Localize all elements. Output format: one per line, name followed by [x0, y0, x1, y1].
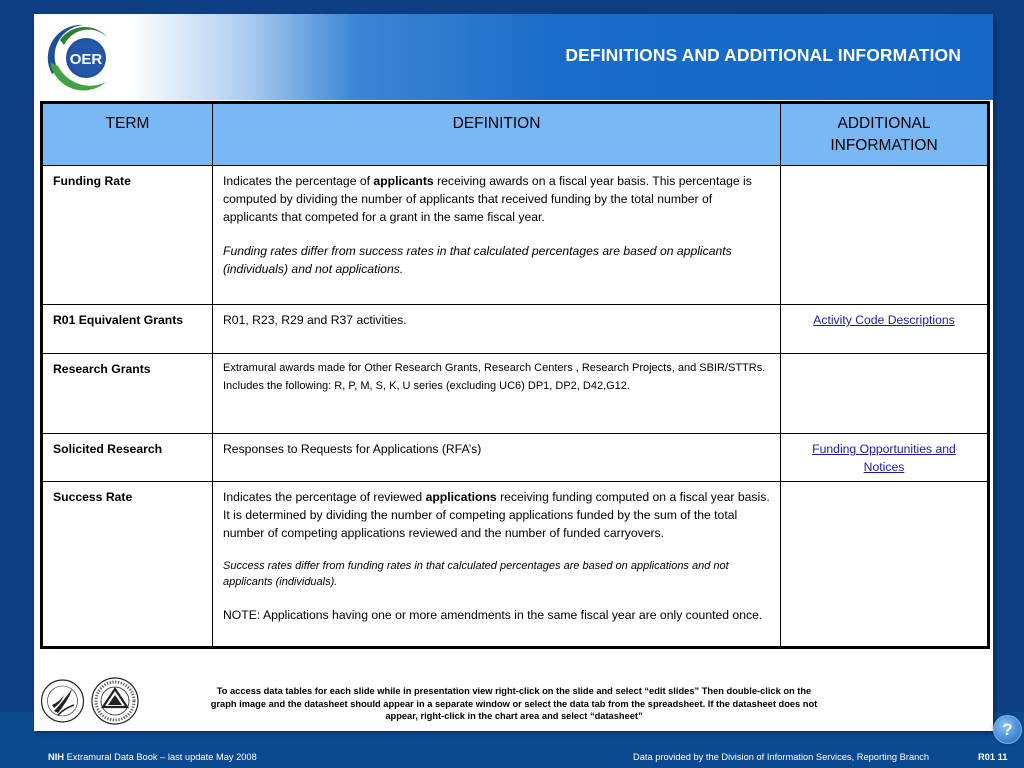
definition-emphasis: applications — [425, 490, 497, 504]
funding-opportunities-link[interactable]: Funding Opportunities and Notices — [812, 442, 956, 474]
oer-logo — [40, 18, 120, 98]
slide-header — [34, 14, 993, 100]
definitions-table — [40, 101, 990, 649]
table-header-row — [42, 103, 989, 166]
info-cell — [781, 305, 989, 354]
definition-footnote: NOTE: Applications having one or more amendments in the same fiscal year are only counted once. — [223, 608, 763, 622]
definition-text — [223, 172, 770, 226]
definition-note: Funding rates differ from success rates in that calculated percentages are based on applicants (individuals) and not applications. — [223, 244, 732, 276]
definition-text-part: Indicates the percentage of reviewed — [223, 490, 426, 504]
definition-text: Includes the following: R, P, M, S, K, U series (excluding UC6) DP1, DP2, D42,G12. — [223, 380, 630, 392]
definition-text-part: receiving funding computed on a fiscal year basis. It is determined by dividing the number of competing applications funded by the sum of the total number of competing applications reviewed and the number of funded carryovers. — [223, 490, 770, 540]
footnote: To access data tables for each slide while in presentation view right-click on the slide and select “edit slides” Then double-click on the graph image and the datasheet should appear in a separate window or select the data tab from the spreadsheet. If the datasheet does not appear, right-click in the chart area and select “datasheet” — [210, 686, 818, 721]
term-cell: Research Grants — [42, 354, 213, 434]
definition-note: Success rates differ from funding rates in that calculated percentages are based on applications and not applicants (individuals). — [223, 560, 729, 588]
info-cell — [781, 482, 989, 648]
footer-nih-label: NIH — [48, 752, 65, 762]
info-cell — [781, 166, 989, 305]
hhs-seal-icon — [40, 677, 85, 725]
activity-code-descriptions-link[interactable]: Activity Code Descriptions — [813, 313, 955, 327]
table-row — [42, 354, 989, 434]
table-row — [42, 482, 989, 648]
column-header-additional-information: ADDITIONAL INFORMATION — [781, 103, 989, 166]
definition-cell — [213, 354, 781, 434]
definition-cell: R01, R23, R29 and R37 activities. — [213, 305, 781, 354]
logo-text: OER — [69, 51, 103, 68]
info-cell — [781, 434, 989, 482]
column-header-definition: DEFINITION — [213, 103, 781, 166]
definition-cell — [213, 166, 781, 305]
question-icon: ? — [1002, 720, 1013, 739]
definition-text-part: receiving awards on a fiscal year basis. This percentage is computed by dividing the number of applicants that received funding by the total number of applicants that competed for a grant in the same fiscal year. — [223, 174, 752, 224]
definition-text-part: Indicates the percentage of — [223, 174, 374, 188]
footer-slide-number: R01 11 — [978, 752, 1008, 762]
table-row — [42, 305, 989, 354]
info-cell — [781, 354, 989, 434]
term-cell: Success Rate — [42, 482, 213, 648]
footer-update-text: Extramural Data Book – last update May 2008 — [64, 752, 257, 762]
definition-cell — [213, 482, 781, 648]
slide — [34, 14, 1013, 739]
term-cell: R01 Equivalent Grants — [42, 305, 213, 354]
footer-left — [48, 752, 257, 762]
help-button[interactable] — [993, 715, 1022, 744]
definition-text: Extramural awards made for Other Research Grants, Research Centers , Research Projects, and SBIR/STTRs. — [223, 362, 766, 374]
definition-emphasis: applicants — [373, 174, 434, 188]
table-row — [42, 166, 989, 305]
definition-cell: Responses to Requests for Applications (RFA’s) — [213, 434, 781, 482]
nih-seal-icon — [90, 675, 140, 727]
definition-text — [223, 488, 770, 542]
column-header-term: TERM — [42, 103, 213, 166]
term-cell: Funding Rate — [42, 166, 213, 305]
term-cell: Solicited Research — [42, 434, 213, 482]
page-title: DEFINITIONS AND ADDITIONAL INFORMATION — [565, 45, 961, 65]
footer-source: Data provided by the Division of Information Services, Reporting Branch — [633, 752, 930, 762]
table-row — [42, 434, 989, 482]
